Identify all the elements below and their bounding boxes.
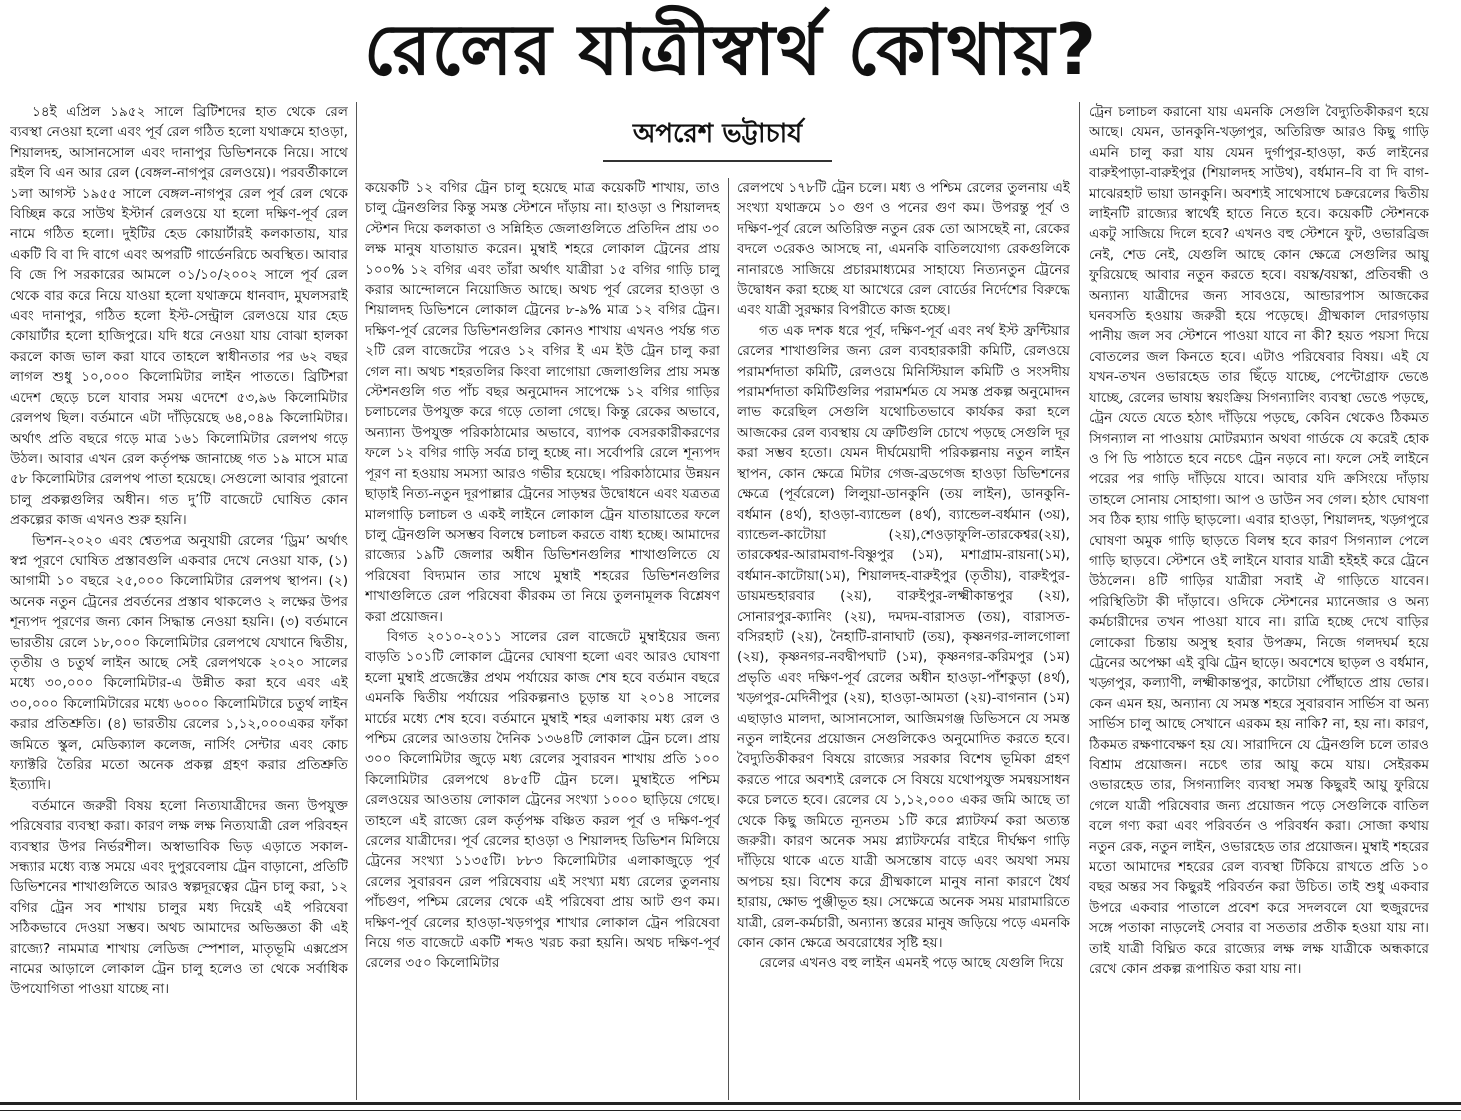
paragraph: গত এক দশক ধরে পূর্ব, দক্ষিণ-পূর্ব এবং নর্থ ইস্ট ফ্রন্টিয়ার রেলের শাখাগুলির জন্য রেল ব্যবহারকারী কমিটি, রেলওয়ে পরামর্শদাতা কমিটি, রেলওয়ে মিনিস্টিয়াল কমিটি ও সংসদীয় পরামর্শদাতা কমিটিগুলির পরামর্শমত যে সমস্ত প্রকল্প অনুমোদন লাভ করেছিল সেগুলি যথোচিতভাবে কার্যকর করা হলে আজকের রেল ব্যবস্থায় যে ত্রুটিগুলি চোখে পড়ছে সেগুলি দূর করা সম্ভব হতো। যেমন দীর্ঘমেয়াদী পরিকল্পনায় নতুন লাইন স্থাপন, কোন ক্ষেত্রে মিটার গেজ-ব্রডগেজ হাওড়া ডিভিশনের ক্ষেত্রে (পূর্বরেলে) লিলুয়া-ডানকুনি (তয় লাইন), ডানকুনি-বর্ধমান (৪র্থ), হাওড়া-ব্যান্ডেল (৪র্থ), ব্যান্ডেল-বর্ধমান (৩য়), ব্যান্ডেল-কাটোয়া (২য়),শেওড়াফুলি-তারকেশ্বর(২য়), তারকেশ্বর-আরামবাগ-বিষ্ণুপুর (১ম), মশাগ্রাম-রায়না(১ম), বর্ধমান-কাটোয়া(১ম), শিয়ালদহ-বারুইপুর (তৃতীয়), বারুইপুর-ডায়মন্ডহারবার (২য়), বারুইপুর-লক্ষ্মীকান্তপুর (২য়), সোনারপুর-ক্যানিং (২য়), দমদম-বারাসত (তয়), বারাসত-বসিরহাট (২য়), নৈহাটি-রানাঘাট (তয়), কৃষ্ণনগর-লালগোলা (২য়), কৃষ্ণনগর-নবদ্বীপঘাট (১ম), কৃষ্ণনগর-করিমপুর (১ম) প্রভৃতি এবং দক্ষিণ-পূর্ব রেলের অধীন হাওড়া-পাঁশকুড়া (৪র্থ), খড়্গপুর-মেদিনীপুর (২য়), হাওড়া-আমতা (২য়)-বাগনান (১ম) এছাড়াও মালদা, আসানসোল, আজিমগঞ্জ ডিভিসনে যে সমস্ত নতুন লাইনের প্রয়োজন সেগুলিকেও অনুমোদিত করতে হবে। বৈদ্যুতিকীকরণ বিষয়ে রাজ্যের সরকার বিশেষ ভূমিকা গ্রহণ করতে পারে অবশ্যই রেলকে সে বিষয়ে যথোপযুক্ত সমন্বয়সাধন করে চলতে হবে। রেলের যে ১,১২,০০০ একর জমি আছে তা থেকে কিছু জমিতে ন্যূনতম ১টি করে প্ল্যাটফর্ম করা অত্যন্ত জরুরী। কারণ অনেক সময় প্ল্যাটফর্মের বাইরে দীর্ঘক্ষণ গাড়ি দাঁড়িয়ে থাকে এতে যাত্রী অসন্তোষ বাড়ে এবং অযথা সময় অপচয় হয়। বিশেষ করে গ্রীষ্মকালে মানুষ নানা কারণে ধৈর্য হারায়, ক্ষোভ পুঞ্জীভূত হয়। সেক্ষেত্রে অনেক সময় মারামারিতে যাত্রী, রেল-কর্মচারী, অন্যান্য স্তরের মানুষ জড়িয়ে পড়ে এমনকি কোন কোন ক্ষেত্রে অবরোধের সৃষ্টি হয়।	[737, 322, 1070, 952]
paragraph: ভিশন-২০২০ এবং শ্বেতপত্র অনুযায়ী রেলের ‘ড্রিম’ অর্থাৎ স্বপ্ন পূরণে ঘোষিত প্রস্তাবগুলি একবার দেখে নেওয়া যাক, (১) আগামী ১০ বছরে ২৫,০০০ কিলোমিটার রেলপথ স্থাপন। (২) অনেক নতুন ট্রেনের প্রবর্তনের প্রস্তাব থাকলেও ২ লক্ষের উপর শূন্যপদ পূরণের জন্য কোন সিদ্ধান্ত নেওয়া হয়নি। (৩) বর্তমানে ভারতীয় রেলে ১৮,০০০ কিলোমিটার রেলপথে যেখানে দ্বিতীয়, তৃতীয় ও চতুর্থ লাইন আছে সেই রেলপথকে ২০২০ সালের মধ্যে ৩০,০০০ কিলোমিটার-এ উন্নীত করা হবে এবং এই ৩০,০০০ কিলোমিটারের মধ্যে ৬০০০ কিলোমিটারে চতুর্থ লাইন করার প্রতিশ্রুতি। (৪) ভারতীয় রেলের ১,১২,০০০একর ফাঁকা জমিতে স্কুল, মেডিক্যাল কলেজ, নার্সিং সেন্টার এবং কোচ ফ্যাক্টরি তৈরির মতো অনেক প্রকল্প গ্রহণ করার প্রতিশ্রুতি ইত্যাদি।	[10, 532, 348, 794]
column-divider	[1079, 102, 1080, 1100]
article-column-3	[737, 178, 1070, 1100]
column-divider	[356, 102, 357, 1100]
footer-rule	[0, 1110, 1461, 1111]
paragraph: ১৪ই এপ্রিল ১৯৫২ সালে ব্রিটিশদের হাত থেকে রেল ব্যবস্থা নেওয়া হলো এবং পূর্ব রেল গঠিত হলো যথাক্রমে হাওড়া, শিয়ালদহ, আসানসোল এবং দানাপুর ডিভিশনকে নিয়ে। সাথে রইল বি এন আর রেল (বেঙ্গল-নাগপুর রেলওয়ে)। পরবর্তীকালে ১লা আগস্ট ১৯৫৫ সালে বেঙ্গল-নাগপুর রেল পূর্ব রেল থেকে বিচ্ছিন্ন করে সাউথ ইস্টার্ন রেলওয়ে যা হলো দক্ষিণ-পূর্ব রেল নামে গঠিত হলো। দুইটির হেড কোয়ার্টারই কলকাতায়, যার একটি বি বা দি বাগে এবং অপরটি গার্ডেনরিচে অবস্থিত। আবার বি জে পি সরকারের আমলে ০১/১০/২০০২ সালে পূর্ব রেল থেকে বার করে নিয়ে যাওয়া হলো যথাক্রমে ধানবাদ, মুঘলসরাই এবং দানাপুর, গঠিত হলো ইস্ট-সেন্ট্রাল রেলওয়ে যার হেড কোয়ার্টার হলো হাজিপুরে। যদি ধরে নেওয়া যায় বোঝা হালকা করলে কাজ ভাল করা যাবে তাহলে স্বাধীনতার পর ৬২ বছর লাগল শুধু ১০,০০০ কিলোমিটার লাইন পাততে। ব্রিটিশরা এদেশ ছেড়ে চলে যাবার সময় এদেশে ৫৩,৯৬ কিলোমিটার রেলপথ ছিল। বর্তমানে এটা দাঁড়িয়েছে ৬৪,০৪৯ কিলোমিটার। অর্থাৎ প্রতি বছরে গড়ে মাত্র ১৬১ কিলোমিটার রেলপথ গড়ে উঠল। আবার এখন রেল কর্তৃপক্ষ জানাচ্ছে গত ১৯ মাসে মাত্র ৫৮ কিলোমিটার রেলপথ পাতা হয়েছে। সেগুলো আবার পুরানো চালু প্রকল্পগুলির অধীন। গত দু’টি বাজেটে ঘোষিত কোন প্রকল্পের কাজ এখনও শুরু হয়নি।	[10, 104, 348, 529]
paragraph: রেলের এখনও বহু লাইন এমনই পড়ে আছে যেগুলি দিয়ে	[759, 955, 1064, 972]
article-column-2	[365, 178, 720, 1100]
paragraph: বর্তমানে জরুরী বিষয় হলো নিত্যযাত্রীদের জন্য উপযুক্ত পরিষেবার ব্যবস্থা করা। কারণ লক্ষ লক্ষ নিত্যযাত্রী রেল পরিবহন ব্যবস্থার উপর নির্ভরশীল। অস্বাভাবিক ভিড় এড়াতে সকাল-সন্ধ্যার মধ্যে ব্যস্ত সময়ে এবং দুপুরবেলায় ট্রেন বাড়ানো, প্রতিটি ডিভিশনের শাখাগুলিতে আরও স্বল্পদূরত্বের ট্রেন চালু করা, ১২ বগির ট্রেন সব শাখায় চালুর মধ্য দিয়েই এই পরিষেবা সঠিকভাবে দেওয়া সম্ভব। অথচ আমাদের অভিজ্ঞতা কী এই রাজ্যে? নামমাত্র শাখায় লেডিজ স্পেশাল, মাতৃভূমি এক্সপ্রেস নামের আড়ালে লোকাল ট্রেন চালু হলেও তা থেকে সর্বাধিক উপযোগিতা পাওয়া যাচ্ছে না।	[10, 797, 348, 998]
paragraph: বিগত ২০১০-২০১১ সালের রেল বাজেটে মুম্বাইয়ের জন্য বাড়তি ১০১টি লোকাল ট্রেনের ঘোষণা হলো এবং আরও ঘোষণা হলো মুম্বাই প্রজেক্টের প্রথম পর্যায়ের কাজ শেষ হবে বর্তমান বছরে এমনকি দ্বিতীয় পর্যায়ের পরিকল্পনাও চূড়ান্ত যা ২০১৪ সালের মার্চের মধ্যে শেষ হবে। বর্তমানে মুম্বাই শহর এলাকায় মধ্য রেল ও পশ্চিম রেলের আওতায় দৈনিক ১৩৬৪টি লোকাল ট্রেন চলে। প্রায় ৩০০ কিলোমিটার জুড়ে মধ্য রেলের সুবারবন শাখায় প্রতি ১০০ কিলোমিটার রেলপথে ৪৮৫টি ট্রেন চলে। মুম্বাইতে পশ্চিম রেলওয়ের আওতায় লোকাল ট্রেনের সংখ্যা ১০০০ ছাড়িয়ে গেছে। তাহলে এই রাজ্যে রেল কর্তৃপক্ষ বঞ্চিত করল পূর্ব ও দক্ষিণ-পূর্ব রেলের যাত্রীদের। পূর্ব রেলের হাওড়া ও শিয়ালদহ ডিভিশন মিলিয়ে ট্রেনের সংখ্যা ১১৩৫টি। ৮৮৩ কিলোমিটার এলাকাজুড়ে পূর্ব রেলের সুবারবন রেল পরিষেবায় এই সংখ্যা মধ্য রেলের তুলনায় পাঁচগুণ, পশ্চিম রেলের থেকে এই পরিষেবা প্রায় আট গুণ কম। দক্ষিণ-পূর্ব রেলের হাওড়া-খড়গপুর শাখার লোকাল ট্রেন পরিষেবা নিয়ে গত বাজেটে একটি শব্দও খরচ করা হয়নি। অথচ দক্ষিণ-পূর্ব রেলের ৩৫০ কিলোমিটার	[365, 628, 720, 972]
footer-rule	[0, 1102, 1461, 1105]
article-column-4	[1089, 102, 1429, 1100]
article-column-1	[10, 102, 348, 1100]
headline: রেলের যাত্রীস্বার্থ কোথায়?	[364, 9, 1097, 91]
byline: অপরেশ ভট্টাচার্য	[632, 119, 803, 149]
paragraph: ট্রেন চলাচল করানো যায় এমনকি সেগুলি বৈদ্যুতিকীকরণ হয়ে আছে। যেমন, ডানকুনি-খড়্গপুর, অতিরিক্ত আরও কিছু গাড়ি এমনি চালু করা যায় যেমন দুর্গাপুর-হাওড়া, কর্ড লাইনের বারুইপাড়া-বারুইপুর (শিয়ালদহ সাউথ), বর্ধমান–বি বা দি বাগ-মাঝেরহাট ভায়া ডানকুনি। অবশ্যই সাথেসাথে চক্ররেলের দ্বিতীয় লাইনটি রাজ্যের স্বার্থেই হাতে নিতে হবে। কয়েকটি স্টেশনকে একটু সাজিয়ে দিলে হবে? এখনও বহু স্টেশনে ফুট, ওভারব্রিজ নেই, শেড নেই, যেগুলি আছে কোন ক্ষেত্রে সেগুলির আয়ু ফুরিয়েছে আবার নতুন করতে হবে। বয়স্ক/বয়স্কা, প্রতিবন্ধী ও অন্যান্য যাত্রীদের জন্য সাবওয়ে, আন্ডারপাস আজকের ঘনবসতি হওয়ায় জরুরী হয়ে পড়েছে। গ্রীষ্মকাল দোরগড়ায় পানীয় জল সব স্টেশনে পাওয়া যাবে না কী? হয়ত পয়সা দিয়ে বোতলের জল কিনতে হবে। এটাও পরিষেবার বিষয়। এই যে যখন-তখন ওভারহেড তার ছিঁড়ে যাচ্ছে, পেন্টোগ্রাফ ভেঙে যাচ্ছে, রেলের ভাষায় স্বয়ংক্রিয় সিগন্যালিং ব্যবস্থা ভেঙে পড়ছে, ট্রেন যেতে যেতে হঠাৎ দাঁড়িয়ে পড়ছে, কেবিন থেকেও ঠিকমত সিগন্যাল না পাওয়ায় মোটরম্যান অথবা গার্ডকে যে করেই হোক ও পি ডি পাঠাতে হবে নচেৎ ট্রেন নড়বে না। ফলে সেই লাইনে পরের পর গাড়ি দাঁড়িয়ে যাবে। আবার যদি ক্রসিংয়ে দাঁড়ায় তাহলে সোনায় সোহাগা। আপ ও ডাউন সব গেল। হঠাৎ ঘোষণা সব ঠিক হ্যায় গাড়ি ছাড়লো। এবার হাওড়া, শিয়ালদহ, খড়্গপুরে ঘোষণা অমুক গাড়ি ছাড়তে বিলম্ব হবে কারণ সিগন্যাল পেলে গাড়ি ছাড়বে। স্টেশনে ওই লাইনে যাবার যাত্রী হইহই করে ট্রেনে উঠলেন। ৪টি গাড়ির যাত্রীরা সবাই ঐ গাড়িতে যাবেন। পরিস্থিতিটা কী দাঁড়াবে। ওদিকে স্টেশনের ম্যানেজার ও অন্য কর্মচারীদের তখন পাওয়া যাবে না। রাত্রি হচ্ছে দেখে বাড়ির লোকেরা চিন্তায় অসুস্থ হবার উপক্রম, নিজে গলদঘর্ম হয়ে ট্রেনের অপেক্ষা এই বুঝি ট্রেন ছাড়ে। অবশেষে ছাড়ল ও বর্ধমান, খড়্গপুর, কল্যাণী, লক্ষ্মীকান্তপুর, কাটোয়া পৌঁছাতে প্রায় ভোর। কেন এমন হয়, অন্যান্য যে সমস্ত শহরে সুবারবান সার্ভিস বা অন্য সার্ভিস চালু আছে সেখানে এরকম হয় নাকি? না, হয় না। কারণ, ঠিকমত রক্ষণাবেক্ষণ হয় যে। সারাদিনে যে ট্রেনগুলি চলে তারও বিশ্রাম প্রয়োজন। নচেৎ তার আয়ু কমে যায়। সেইরকম ওভারহেড তার, সিগন্যালিং ব্যবস্থা সমস্ত কিছুরই আয়ু ফুরিয়ে গেলে যাত্রী পরিষেবার জন্য প্রয়োজন পড়ে সেগুলিকে বাতিল বলে গণ্য করা এবং পরিবর্তন ও পরিবর্ধন করা। সোজা কথায় নতুন রেক, নতুন লাইন, ওভারহেড তার প্রয়োজন। মুম্বাই শহরের মতো আমাদের শহরের রেল ব্যবস্থা টিকিয়ে রাখতে প্রতি ১০ বছর অন্তর সব কিছুরই পরিবর্তন করা উচিত। তাই শুধু একবার উপরে একবার পাতালে প্রবেশ করে সদলবলে যো হুজুরদের সঙ্গে পতাকা নাড়লেই সেবার বা সততার প্রতীক হওয়া যায় না। তাই যাত্রী বিঘ্নিত করে রাজ্যের লক্ষ লক্ষ যাত্রীকে অন্ধকারে রেখে কোন প্রকল্প রূপায়িত করা যায় না।	[1089, 104, 1429, 978]
byline-block	[365, 108, 1070, 172]
paragraph: কয়েকটি ১২ বগির ট্রেন চালু হয়েছে মাত্র কয়েকটি শাখায়, তাও চালু ট্রেনগুলির কিন্তু সমস্ত স্টেশনে দাঁড়ায় না। হাওড়া ও শিয়ালদহ স্টেশন দিয়ে কলকাতা ও সন্নিহিত জেলাগুলিতে প্রতিদিন প্রায় ৩০ লক্ষ মানুষ যাতায়াত করেন। মুম্বাই শহরে লোকাল ট্রেনের প্রায় ১০০% ১২ বগির এবং তাঁরা অর্থাৎ যাত্রীরা ১৫ বগির গাড়ি চালু করার আন্দোলনে নিয়োজিত আছে। অথচ পূর্ব রেলের হাওড়া ও শিয়ালদহ ডিভিশনে লোকাল ট্রেনের ৮-৯% মাত্র ১২ বগির ট্রেন। দক্ষিণ-পূর্ব রেলের ডিভিশনগুলির কোনও শাখায় এখনও পর্যন্ত গত ২টি রেল বাজেটের পরেও ১২ বগির ই এম ইউ ট্রেন চালু করা গেল না। অথচ শহরতলির কিংবা লাগোয়া জেলাগুলির প্রায় সমস্ত স্টেশনগুলি গত পাঁচ বছর অনুমোদন সাপেক্ষে ১২ বগির গাড়ির চলাচলের উপযুক্ত করে গড়ে তোলা গেছে। কিন্তু রেকের অভাবে, অন্যান্য উপযুক্ত পরিকাঠামোর অভাবে, ব্যাপক বেসরকারীকরণের ফলে ১২ বগির গাড়ি সর্বত্র চালু হচ্ছে না। সর্বোপরি রেলে শূন্যপদ পূরণ না হওয়ায় সমস্যা আরও গভীর হয়েছে। পরিকাঠামোর উন্নয়ন ছাড়াই নিত্য-নতুন দূরপাল্লার ট্রেনের সাড়ম্বর উদ্বোধনে এবং যত্রতত্র মালগাড়ি চলাচল ও একই লাইনে লোকাল ট্রেন যাতায়াতের ফলে চালু ট্রেনগুলি অসম্ভব বিলম্বে চলাচল করতে বাধ্য হচ্ছে। আমাদের রাজ্যের ১৯টি জেলার অধীন ডিভিশনগুলির শাখাগুলিতে যে পরিষেবা বিদ্যমান তার সাথে মুম্বাই শহরের ডিভিশনগুলির শাখাগুলিতে রেল পরিষেবা কীরকম তা নিয়ে তুলনামূলক বিশ্লেষণ করা প্রয়োজন।	[365, 180, 720, 625]
column-divider	[728, 178, 729, 1100]
byline-underline	[603, 160, 832, 162]
paragraph: রেলপথে ১৭৮টি ট্রেন চলে। মধ্য ও পশ্চিম রেলের তুলনায় এই সংখ্যা যথাক্রমে ১০ গুণ ও পনের গুণ কম। উপরন্তু পূর্ব ও দক্ষিণ-পূর্ব রেলে অতিরিক্ত নতুন রেক তো আসছেই না, রেকের বদলে ৩রেকও আসছে না, এমনকি বাতিলযোগ্য রেকগুলিকে নানারঙে সাজিয়ে প্রচারমাধ্যমের সাহায্যে নিত্যনতুন ট্রেনের উদ্বোধন করা হচ্ছে যা আখেরে রেল বোর্ডের নির্দেশের বিরুদ্ধে এবং যাত্রী সুরক্ষার বিপরীতে কাজ হচ্ছে।	[737, 180, 1070, 319]
